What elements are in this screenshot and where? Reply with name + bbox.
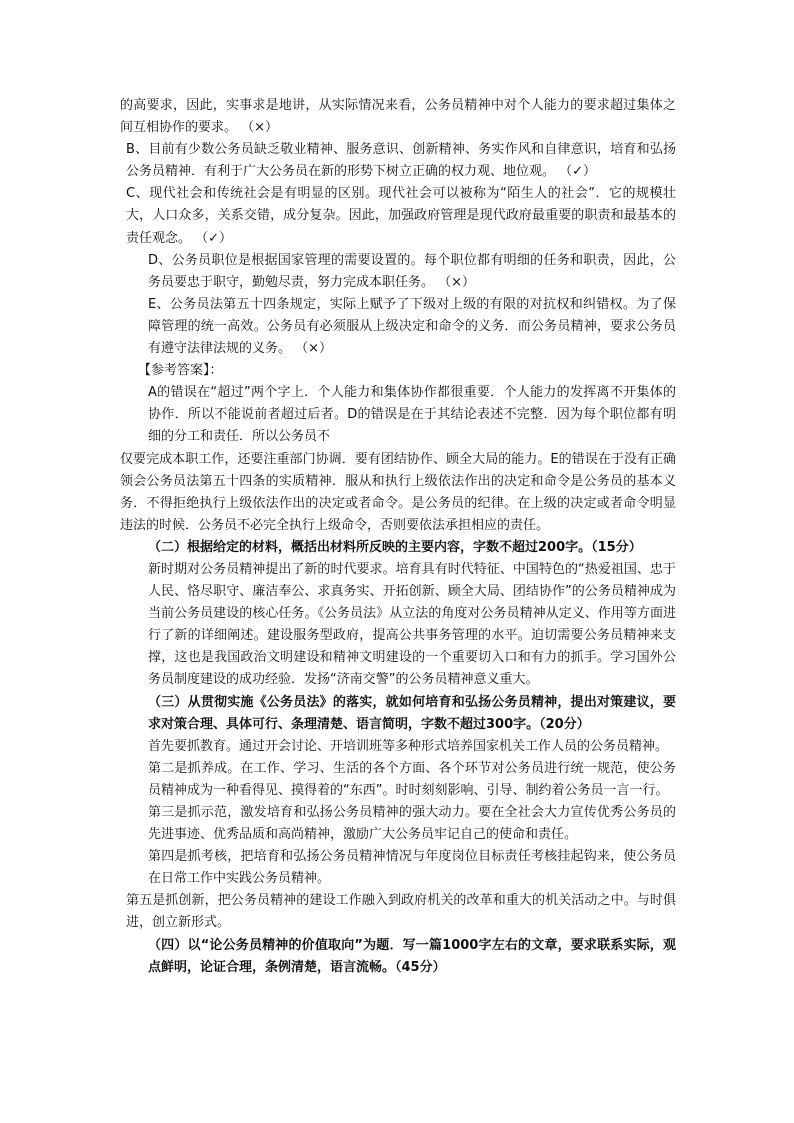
paragraph-option-d: D、公务员职位是根据国家管理的需要设置的。每个职位都有明细的任务和职责，因此，公务员要忠于职守，勤勉尽责，努力完成本职任务。 （×） xyxy=(148,252,676,290)
answer-three-point1: 首先要抓教育。通过开会讨论、开培训班等多种形式培养国家机关工作人员的公务员精神。 xyxy=(148,738,669,754)
question-four-heading: （四）以“论公务员精神的价值取向”为题．写一篇1000字左右的文章，要求联系实际，观点鲜明，论证合理，条例清楚，语言流畅。（45分） xyxy=(148,937,676,975)
answer-three-point3: 第三是抓示范，激发培育和弘扬公务员精神的强大动力。要在全社会大力宣传优秀公务员的先进事迹、优秀品质和高尚精神，激励广大公务员牢记自己的使命和责任。 xyxy=(148,805,676,843)
question-two-heading: （二）根据给定的材料，概括出材料所反映的主要内容，字数不超过200字。（15分） xyxy=(148,539,642,555)
answer-three-point5: 第五是抓创新，把公务员精神的建设工作融入到政府机关的改革和重大的机关活动之中。与时俱进，创立新形式。 xyxy=(126,893,676,931)
reference-answer-part1: A的错误在“超过”两个字上．个人能力和集体协作都很重要．个人能力的发挥离不开集体的协作．所以不能说前者超过后者。D的错误是在于其结论表述不完整．因为每个职位都有明细的分工和责任．所以公务员不 xyxy=(148,385,676,445)
reference-answer-heading: 【参考答案】： xyxy=(138,363,223,379)
question-three-heading: （三）从贯彻实施《公务员法》的落实，就如何培育和弘扬公务员精神，提出对策建议，要求对策合理、具体可行、条理清楚、语言简明，字数不超过300字。（20分） xyxy=(148,694,676,732)
paragraph-option-b: B、目前有少数公务员缺乏敬业精神、服务意识、创新精神、务实作风和自律意识，培育和弘扬公务员精神．有利于广大公务员在新的形势下树立正确的权力观、地位观。 （✓） xyxy=(126,142,676,180)
answer-three-point4: 第四是抓考核，把培育和弘扬公务员精神情况与年度岗位目标责任考核挂起钩来，使公务员在日常工作中实践公务员精神。 xyxy=(148,849,676,887)
answer-three-point2: 第二是抓养成。在工作、学习、生活的各个方面、各个环节对公务员进行统一规范，使公务员精神成为一种看得见、摸得着的“东西”。时时刻刻影响、引导、制约着公务员一言一行。 xyxy=(148,760,676,798)
paragraph-option-e: E、公务员法第五十四条规定，实际上赋予了下级对上级的有限的对抗权和纠错权。为了保障管理的统一高效。公务员有必须服从上级决定和命令的义务．而公务员精神，要求公务员有遵守法律法规的义务。 （×） xyxy=(148,296,676,357)
document-body xyxy=(120,95,676,979)
answer-two: 新时期对公务员精神提出了新的时代要求。培育具有时代特征、中国特色的“热爱祖国、忠于人民、恪尽职守、廉洁奉公、求真务实、开拓创新、顾全大局、团结协作”的公务员精神成为当前公务员建设的核心任务。《公务员法》从立法的角度对公务员精神从定义、作用等方面进行了新的详细阐述。建设服务型政府，提高公共事务管理的水平。迫切需要公务员精神来支撑，这也是我国政治文明建设和精神文明建设的一个重要切入口和有力的抓手。学习国外公务员制度建设的成功经验．发扬“济南交警”的公务员精神意义重大。 xyxy=(148,561,676,688)
paragraph-option-c: C、现代社会和传统社会是有明显的区别。现代社会可以被称为“陌生人的社会”．它的规模壮大，人口众多，关系交错，成分复杂。因此，加强政府管理是现代政府最重要的职责和最基本的责任观念。 （✓） xyxy=(126,186,676,246)
paragraph-intro: 的高要求，因此，实事求是地讲，从实际情况来看，公务员精神中对个人能力的要求超过集体之间互相协作的要求。 （×） xyxy=(120,98,676,136)
reference-answer-part2: 仅要完成本职工作，还要注重部门协调．要有团结协作、顾全大局的能力。E的错误在于没有正确领会公务员法第五十四条的实质精神．服从和执行上级依法作出的决定和命令是公务员的基本义务．不得拒绝执行上级依法作出的决定或者命令。是公务员的纪律。在上级的决定或者命令明显违法的时候．公务员不必完全执行上级命令，否则要依法承担相应的责任。 xyxy=(120,451,676,533)
